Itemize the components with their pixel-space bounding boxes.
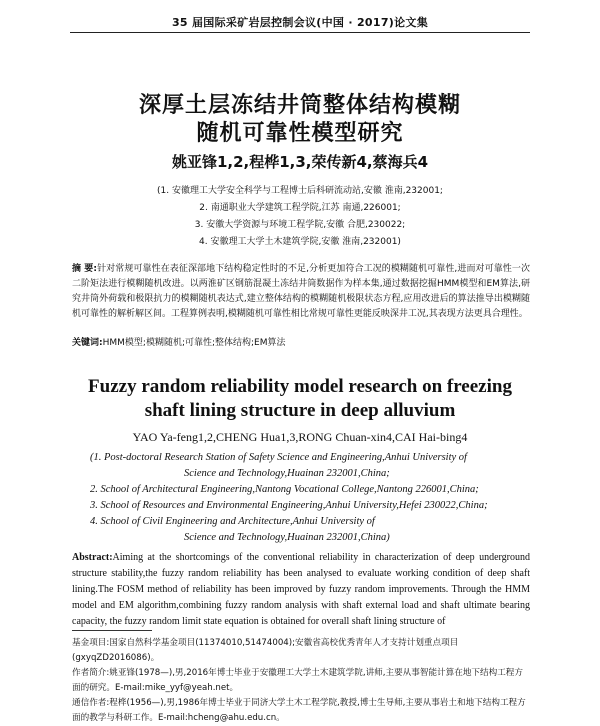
abstract-cn-label: 摘 要: [72, 264, 97, 274]
keywords-cn [72, 336, 530, 351]
abstract-en-text: Aiming at the shortcomings of the conventional reliability in characterization of deep underground structure stability,the fuzzy random reliability has been analysed to evaluate working condition of deep shaft lining.The FOSM method of reliability has been improved by fuzzy random improvements. Through the HMM model and EM algorithm,combining fuzzy random analysis with shaft external load and shaft ultimate bearing capacity, the fuzzy random limit state equation is obtained for overall shaft lining structure of [72, 552, 530, 627]
authors-cn: 姚亚锋1,2,程桦1,3,荣传新4,蔡海兵4 [171, 153, 429, 171]
keywords-cn-text: HMM模型;模糊随机;可靠性;整体结构;EM算法 [102, 338, 286, 348]
title-cn-line-1: 深厚土层冻结井筒整体结构模糊 [138, 92, 461, 118]
affiliation-cn-1: (1. 安徽理工大学安全科学与工程博士后科研流动站,安徽 淮南,232001; [157, 186, 443, 196]
affiliations-en [90, 450, 510, 546]
affiliation-en-2: 2. School of Architectural Engineering,Nantong Vocational College,Nantong 226001,China; [90, 484, 479, 495]
affiliation-en-1a: (1. Post-doctoral Research Station of Safety Science and Engineering,Anhui University of [90, 452, 467, 463]
affiliation-en-4a: 4. School of Civil Engineering and Architecture,Anhui University of [90, 516, 375, 527]
abstract-en-label: Abstract: [72, 552, 113, 563]
title-cn-line-2: 随机可靠性模型研究 [196, 120, 404, 146]
abstract-en [72, 550, 530, 630]
footnote-correspondence: 通信作者:程桦(1956—),男,1986年博士毕业于同济大学土木工程学院,教授,博士生导师,主要从事岩土和地下结构工程方面的教学与科研工作。E-mail:hcheng@ahu.edu.cn。 [72, 698, 526, 723]
abstract-cn [72, 262, 530, 322]
footnote-author: 作者简介:姚亚锋(1978—),男,2016年博士毕业于安徽理工大学土木建筑学院,讲师,主要从事智能计算在地下结构工程方面的研究。E-mail:mike_yyf@yeah.net。 [72, 668, 523, 693]
affiliations-cn [0, 183, 600, 251]
affiliation-en-4b: Science and Technology,Huainan 232001,China) [184, 532, 390, 543]
keywords-cn-label: 关键词: [72, 338, 103, 348]
header-rule [70, 32, 530, 33]
affiliation-en-1b: Science and Technology,Huainan 232001,China; [184, 468, 390, 479]
authors-en: YAO Ya-feng1,2,CHENG Hua1,3,RONG Chuan-xin4,CAI Hai-bing4 [132, 430, 468, 444]
title-en-line-1: Fuzzy random reliability model research on freezing [88, 376, 512, 397]
abstract-cn-text: 针对常规可靠性在表征深部地下结构稳定性时的不足,分析更加符合工况的模糊随机可靠性,进而对可靠性一次二阶矩法进行模糊随机改进。以两淮矿区钢筋混凝土冻结井筒数据作为样本集,通过数据挖掘HMM模型和EM算法,研究井筒外荷载和极限抗力的模糊随机表达式,建立整体结构的模糊随机极限状态方程,应用改进后的算法推导出模糊随机可靠性的解析解区间。工程算例表明,模糊随机可靠性相比常规可靠性更能反映深井工况,其表现方法更具合理性。 [72, 264, 530, 319]
footnotes [72, 636, 530, 726]
title-en-line-2: shaft lining structure in deep alluvium [144, 400, 456, 421]
affiliation-cn-4: 4. 安徽理工大学土木建筑学院,安徽 淮南,232001) [199, 237, 401, 247]
affiliation-en-3: 3. School of Resources and Environmental Engineering,Anhui University,Hefei 230022,China; [90, 500, 488, 511]
running-head: 35 届国际采矿岩层控制会议(中国 · 2017)论文集 [171, 16, 429, 29]
footnote-rule [72, 630, 152, 631]
footnote-funding: 基金项目:国家自然科学基金项目(11374010,51474004);安徽省高校优秀青年人才支持计划重点项目(gxyqZD2016086)。 [72, 638, 459, 663]
affiliation-cn-3: 3. 安徽大学资源与环境工程学院,安徽 合肥,230022; [194, 220, 406, 230]
affiliation-cn-2: 2. 南通职业大学建筑工程学院,江苏 南通,226001; [199, 203, 401, 213]
